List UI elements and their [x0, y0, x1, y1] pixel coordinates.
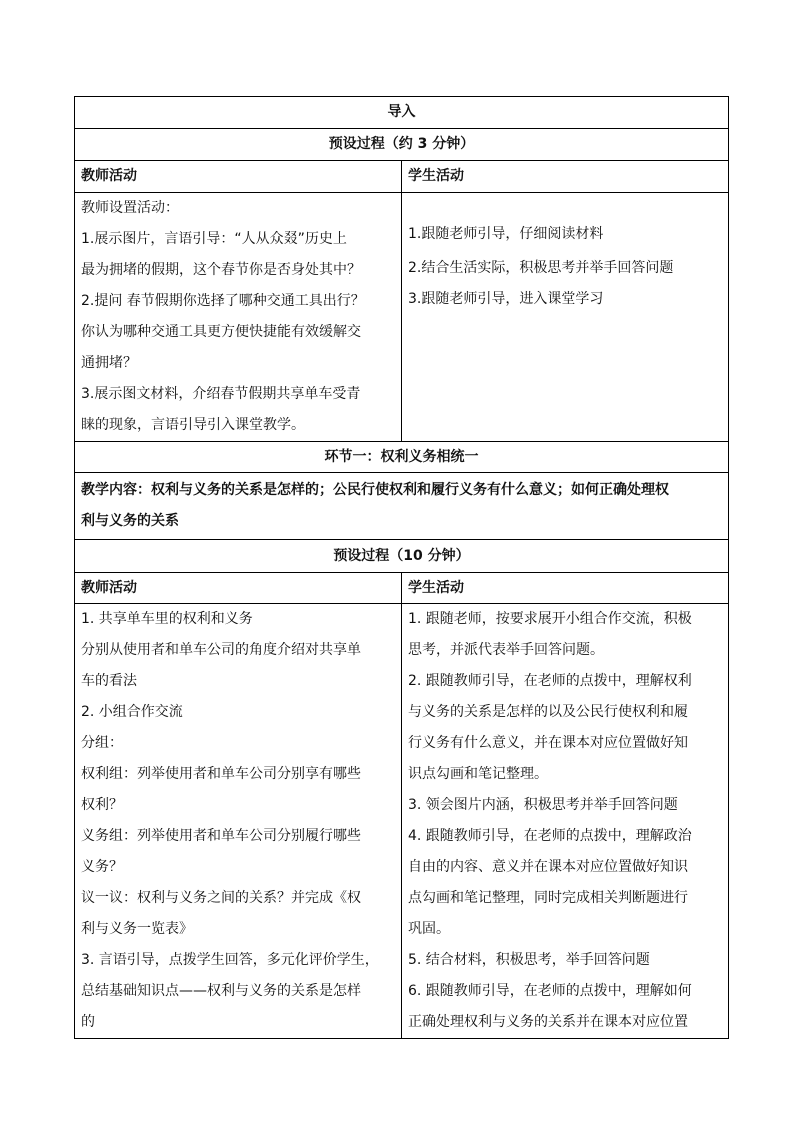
section1-student-header: 学生活动 — [402, 161, 729, 193]
teacher-line: 2. 小组合作交流 — [81, 704, 183, 720]
teacher-line: 通拥堵？ — [81, 355, 137, 371]
section2-student-header: 学生活动 — [402, 573, 729, 604]
teacher-line: 义务组：列举使用者和单车公司分别履行哪些 — [81, 828, 361, 844]
student-line: 自由的内容、意义并在课本对应位置做好知识 — [408, 859, 688, 875]
student-line: 4. 跟随教师引导，在老师的点拨中，理解政治 — [408, 828, 692, 844]
student-line: 巩固。 — [408, 921, 450, 937]
student-line: 行义务有什么意义，并在课本对应位置做好知 — [408, 735, 688, 751]
content-line: 教学内容：权利与义务的关系是怎样的；公民行使权利和履行义务有什么意义；如何正确处理权 — [81, 482, 669, 498]
section2-process-row — [75, 540, 729, 573]
student-line: 识点勾画和笔记整理。 — [408, 766, 548, 782]
section2-process: 预设过程（10 分钟） — [75, 540, 729, 573]
teacher-line: 1. 共享单车里的权利和义务 — [81, 611, 253, 627]
section2-activity-row — [75, 604, 729, 1039]
section1-teacher-header: 教师活动 — [75, 161, 402, 193]
teacher-line: 车的看法 — [81, 673, 137, 689]
teacher-line: 的 — [81, 1014, 95, 1030]
teacher-line: 权利？ — [81, 797, 123, 813]
section1-teacher-cell — [75, 193, 402, 442]
section2-teacher-cell — [75, 604, 402, 1039]
teacher-line: 分组： — [81, 735, 123, 751]
teacher-line: 总结基础知识点——权利与义务的关系是怎样 — [81, 983, 361, 999]
section1-column-headers — [75, 161, 729, 193]
teacher-line: 你认为哪种交通工具更方便快捷能有效缓解交 — [81, 324, 361, 340]
section2-content-row — [75, 473, 729, 540]
section2-title: 环节一：权利义务相统一 — [75, 442, 729, 473]
teacher-line: 2.提问 春节假期你选择了哪种交通工具出行？ — [81, 293, 365, 309]
student-line: 5. 结合材料，积极思考，举手回答问题 — [408, 952, 650, 968]
section2-student-cell — [402, 604, 729, 1039]
cell-top-gap — [408, 193, 722, 219]
teacher-line: 利与义务一览表》 — [81, 921, 193, 937]
teacher-line: 分别从使用者和单车公司的角度介绍对共享单 — [81, 642, 361, 658]
student-line: 正确处理权利与义务的关系并在课本对应位置 — [408, 1014, 688, 1030]
section1-process-row — [75, 129, 729, 161]
student-line: 2. 跟随教师引导，在老师的点拨中，理解权利 — [408, 673, 692, 689]
section1-title-row — [75, 97, 729, 129]
teacher-line: 权利组：列举使用者和单车公司分别享有哪些 — [81, 766, 361, 782]
section1-student-cell — [402, 193, 729, 442]
section1-activity-row — [75, 193, 729, 442]
student-line: 6. 跟随教师引导，在老师的点拨中，理解如何 — [408, 983, 692, 999]
lesson-plan-table — [74, 96, 729, 1039]
teacher-line: 教师设置活动： — [81, 200, 179, 216]
teacher-line: 最为拥堵的假期，这个春节你是否身处其中？ — [81, 262, 361, 278]
teacher-line: 议一议：权利与义务之间的关系？并完成《权 — [81, 890, 361, 906]
section2-column-headers — [75, 573, 729, 604]
teacher-line: 3. 言语引导，点拨学生回答，多元化评价学生， — [81, 952, 379, 968]
teacher-line: 3.展示图文材料，介绍春节假期共享单车受青 — [81, 386, 361, 402]
student-line: 1.跟随老师引导，仔细阅读材料 — [408, 226, 604, 242]
teacher-line: 睐的现象，言语引导引入课堂教学。 — [81, 417, 305, 433]
student-line: 2.结合生活实际，积极思考并举手回答问题 — [408, 260, 674, 276]
student-line: 3.跟随老师引导，进入课堂学习 — [408, 291, 604, 307]
student-line: 3. 领会图片内涵，积极思考并举手回答问题 — [408, 797, 678, 813]
content-line: 利与义务的关系 — [81, 513, 179, 529]
section2-teaching-content — [75, 473, 729, 540]
student-line: 点勾画和笔记整理，同时完成相关判断题进行 — [408, 890, 688, 906]
section1-process: 预设过程（约 3 分钟） — [75, 129, 729, 161]
student-line: 与义务的关系是怎样的以及公民行使权利和履 — [408, 704, 688, 720]
teacher-line: 1.展示图片，言语引导：“人从众叕”历史上 — [81, 231, 347, 247]
section1-title: 导入 — [75, 97, 729, 129]
section2-title-row — [75, 442, 729, 473]
teacher-line: 义务？ — [81, 859, 123, 875]
student-line: 1. 跟随老师，按要求展开小组合作交流，积极 — [408, 611, 692, 627]
section2-teacher-header: 教师活动 — [75, 573, 402, 604]
student-line: 思考，并派代表举手回答问题。 — [408, 642, 604, 658]
